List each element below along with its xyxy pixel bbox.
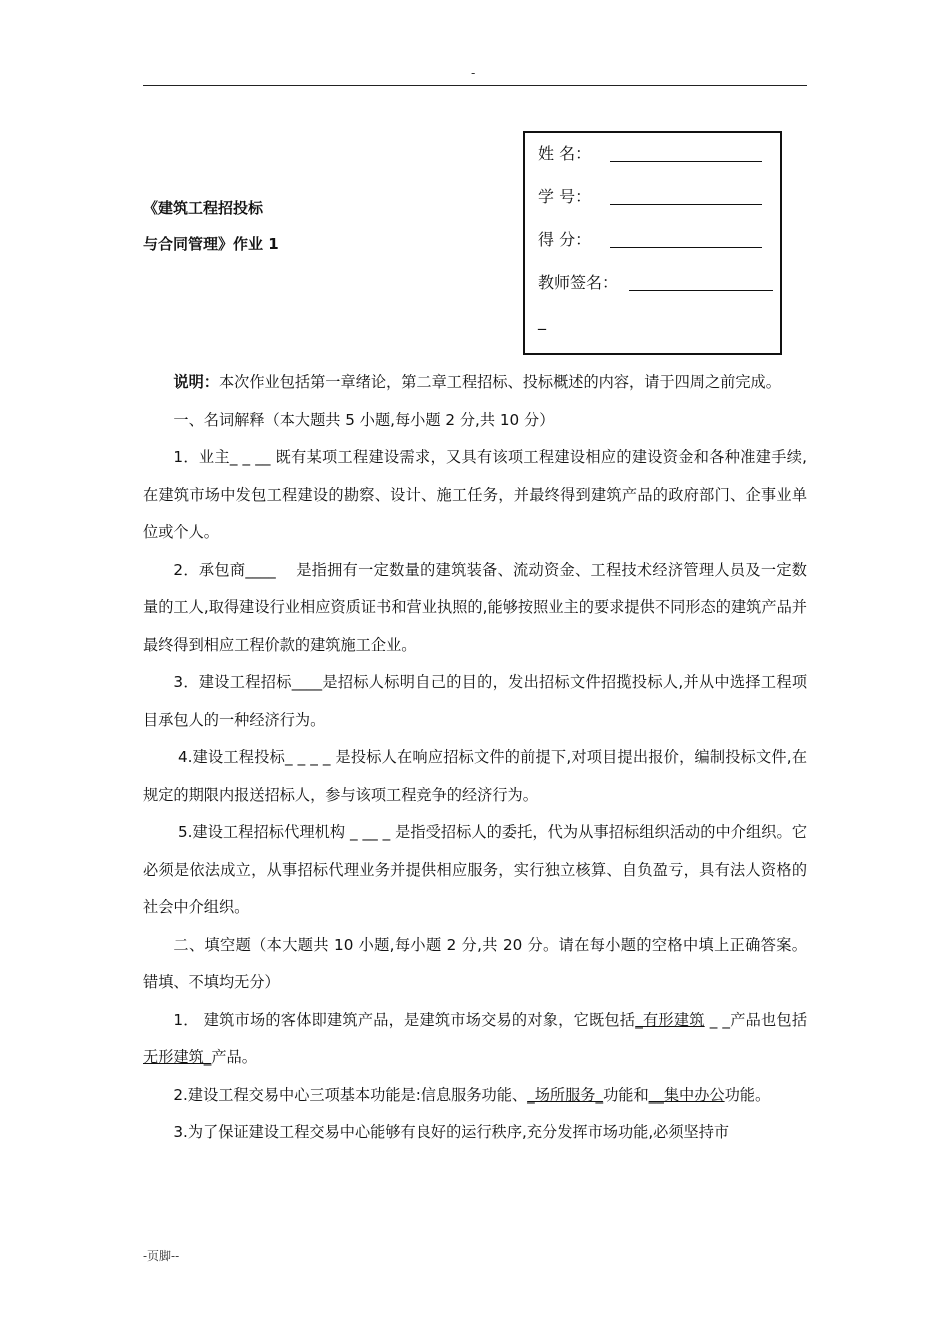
name-label: 姓 名：	[538, 144, 592, 163]
term-number: 3．建设工程招标	[173, 673, 292, 691]
term-blank: ____	[245, 560, 276, 579]
info-trailing-underscore: _	[538, 311, 546, 330]
question-text: 产品也包括	[729, 1010, 808, 1029]
student-id-blank[interactable]	[610, 186, 762, 205]
name-blank[interactable]	[610, 143, 762, 162]
question-text: 1． 建筑市场的客体即建筑产品，是建筑市场交易的对象，它既包括	[173, 1010, 636, 1029]
page-footer: -页脚--	[143, 1249, 180, 1263]
student-id-label: 学 号：	[538, 187, 592, 206]
term-definition: 是招标人标明自己的目的，发出招标文件招揽投标人,并从中选择工程项目承包人的一种经济行为。	[143, 673, 808, 729]
student-info-box	[523, 131, 782, 355]
term-definition: 是投标人在响应招标文件的前提下,对项目提出报价，编制投标文件,在规定的期限内报送招标人，参与该项工程竞争的经济行为。	[143, 748, 808, 804]
header-divider	[143, 85, 807, 86]
score-label: 得 分：	[538, 230, 592, 249]
header-mark: -	[471, 66, 476, 80]
term-blank: _ _ __	[229, 448, 271, 466]
term-item	[143, 664, 807, 739]
term-blank: _ __ _	[345, 823, 391, 841]
answer-underlined: _场所服务_	[527, 1085, 604, 1104]
answer-underlined: __集中办公	[648, 1085, 725, 1104]
fill-question-3	[143, 1114, 807, 1152]
term-item	[143, 739, 807, 814]
score-blank[interactable]	[610, 229, 762, 248]
term-number: 5.建设工程招标代理机构	[177, 823, 346, 841]
intro-label: 说明：	[173, 373, 219, 391]
term-number: 1．业主	[173, 448, 230, 466]
term-blank: ____	[291, 673, 323, 691]
answer-blank: _ _	[704, 1010, 730, 1029]
answer-underlined: _有形建筑	[635, 1010, 705, 1029]
fill-question-2	[143, 1077, 807, 1115]
section2-heading: 二、填空题（本大题共 10 小题,每小题 2 分,共 20 分。请在每小题的空格中填上正确答案。错填、不填均无分）	[143, 935, 807, 991]
question-text: 功能和	[603, 1085, 649, 1104]
question-text: 3.为了保证建设工程交易中心能够有良好的运行秩序,充分发挥市场功能,必须坚持市	[173, 1123, 730, 1141]
term-definition: 是指拥有一定数量的建筑装备、流动资金、工程技术经济管理人员及一定数量的工人,取得建设行业相应资质证书和营业执照的,能够按照业主的要求提供不同形态的建筑产品并最终得到相应工程价款的建筑施工企业。	[143, 560, 807, 654]
term-item	[143, 439, 807, 552]
term-blank: _ _ _ _	[284, 748, 331, 766]
intro-paragraph	[143, 364, 807, 402]
answer-underlined: 无形建筑_	[143, 1048, 212, 1066]
intro-text: 本次作业包括第一章绪论，第二章工程招标、投标概述的内容，请于四周之前完成。	[218, 373, 781, 391]
fill-question-1	[143, 1002, 807, 1077]
term-number: 2．承包商	[173, 560, 246, 579]
term-number: 4.建设工程投标	[177, 748, 285, 766]
term-definition: 既有某项工程建设需求，又具有该项工程建设相应的建设资金和各种准建手续,在建筑市场中发包工程建设的勘察、设计、施工任务，并最终得到建筑产品的政府部门、企事业单位或个人。	[143, 448, 808, 541]
question-text: 2.建设工程交易中心三项基本功能是:信息服务功能、	[173, 1085, 528, 1104]
document-title-line2: 与合同管理》作业 1	[143, 235, 279, 253]
term-definition: 是指受招标人的委托，代为从事招标组织活动的中介组织。它必须是依法成立，从事招标代理业务并提供相应服务，实行独立核算、自负盈亏，具有法人资格的社会中介组织。	[143, 823, 808, 916]
teacher-signature-blank[interactable]	[629, 272, 773, 291]
document-title-line1: 《建筑工程招投标	[143, 199, 264, 217]
term-item	[143, 814, 807, 927]
question-text: 产品。	[211, 1048, 257, 1066]
document-body	[143, 364, 807, 1152]
term-item	[143, 552, 807, 665]
question-text: 功能。	[724, 1085, 771, 1104]
teacher-signature-label: 教师签名：	[538, 273, 619, 292]
section1-heading: 一、名词解释（本大题共 5 小题,每小题 2 分,共 10 分）	[173, 410, 555, 429]
